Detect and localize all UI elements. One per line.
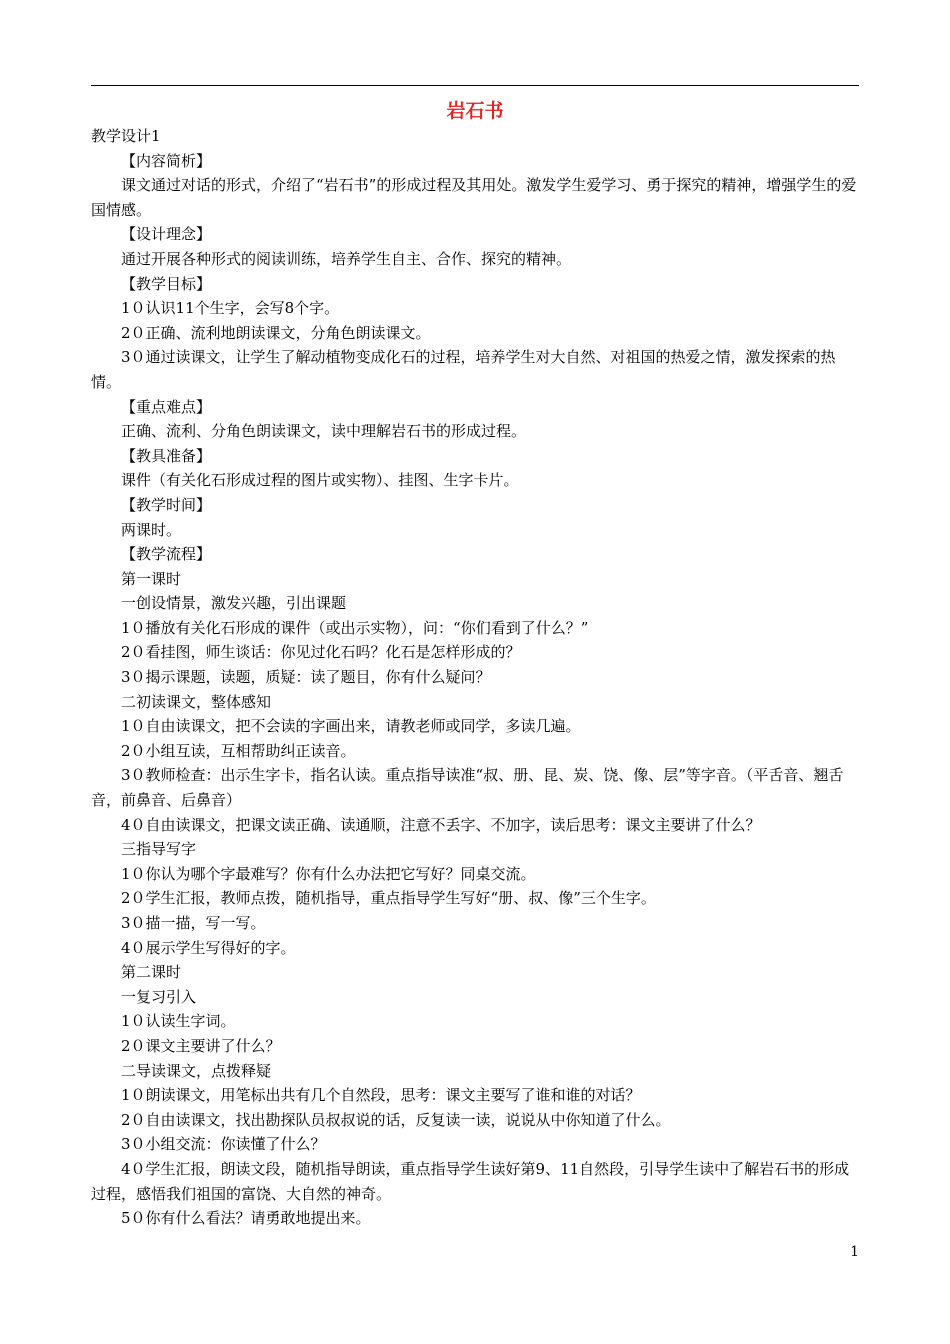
paragraph: 【设计理念】 xyxy=(121,225,212,244)
paragraph: 三指导写字 xyxy=(121,840,197,859)
paragraph: 【教学目标】 xyxy=(121,274,212,293)
paragraph: 1０朗读课文，用笔标出共有几个自然段，思考：课文主要写了谁和谁的对话？ xyxy=(121,1086,641,1105)
paragraph: 【教具准备】 xyxy=(121,446,212,465)
paragraph: 课文通过对话的形式，介绍了“岩石书”的形成过程及其用处。激发学生爱学习、勇于探究的精神，增强学生的爱国情感。 xyxy=(91,176,857,219)
paragraph: 4０自由读课文，把课文读正确、读通顺，注意不丢字、不加字，读后思考：课文主要讲了什么？ xyxy=(121,815,761,834)
paragraph: 第一课时 xyxy=(121,569,182,588)
paragraph: 1０播放有关化石形成的课件（或出示实物），问：“你们看到了什么？” xyxy=(121,618,589,637)
paragraph: 1０自由读课文，把不会读的字画出来，请教老师或同学，多读几遍。 xyxy=(121,717,581,736)
paragraph: 一复习引入 xyxy=(121,987,197,1006)
paragraph: 2０学生汇报，教师点拨，随机指导，重点指导学生写好“册、叔、像”三个生字。 xyxy=(121,889,656,908)
paragraph: 正确、流利、分角色朗读课文，读中理解岩石书的形成过程。 xyxy=(121,422,527,441)
paragraph: 【重点难点】 xyxy=(121,397,212,416)
paragraph: 2０看挂图，师生谈话：你见过化石吗？化石是怎样形成的？ xyxy=(121,643,521,662)
paragraph: 第二课时 xyxy=(121,963,182,982)
page-number: 1 xyxy=(850,1244,859,1260)
header-rule xyxy=(91,85,859,86)
paragraph: 2０正确、流利地朗读课文，分角色朗读课文。 xyxy=(121,323,431,342)
paragraph: 1０认读生字词。 xyxy=(121,1012,236,1031)
paragraph: 课件（有关化石形成过程的图片或实物）、挂图、生字卡片。 xyxy=(121,471,519,490)
paragraph: 2０课文主要讲了什么？ xyxy=(121,1036,281,1055)
paragraph: 一创设情景，激发兴趣，引出课题 xyxy=(121,594,347,613)
paragraph: 1０你认为哪个字最难写？你有什么办法把它写好？同桌交流。 xyxy=(121,864,536,883)
document-title: 岩石书 xyxy=(446,100,504,122)
paragraph: 3０通过读课文，让学生了解动植物变成化石的过程，培养学生对大自然、对祖国的热爱之情，激发探索的热情。 xyxy=(91,348,836,391)
paragraph: 3０描一描，写一写。 xyxy=(121,914,266,932)
paragraph: 3０揭示课题，读题，质疑：读了题目，你有什么疑问？ xyxy=(121,668,491,687)
paragraph: 【内容简析】 xyxy=(121,151,212,170)
paragraph: 3０教师检查：出示生字卡，指名认读。重点指导读准“叔、册、昆、炭、饶、像、层”等字音。（平舌音、翘舌音，前鼻音、后鼻音） xyxy=(91,766,844,810)
paragraph: 1０认识11个生字，会写8个字。 xyxy=(121,299,340,318)
paragraph: 3０小组交流：你读懂了什么？ xyxy=(121,1135,326,1154)
paragraph: 4０学生汇报，朗读文段，随机指导朗读，重点指导学生读好第9、11自然段，引导学生读中了解岩石书的形成过程，感悟我们祖国的富饶、大自然的神奇。 xyxy=(91,1159,850,1203)
paragraph: 二导读课文，点拨释疑 xyxy=(121,1061,272,1080)
paragraph: 两课时。 xyxy=(121,520,182,539)
paragraph: 2０小组互读，互相帮助纠正读音。 xyxy=(121,741,356,760)
paragraph: 4０展示学生写得好的字。 xyxy=(121,938,296,957)
paragraph: 通过开展各种形式的阅读训练，培养学生自主、合作、探究的精神。 xyxy=(121,249,572,268)
paragraph: 2０自由读课文，找出勘探队员叔叔说的话，反复读一读，说说从中你知道了什么。 xyxy=(121,1110,671,1129)
paragraph: 二初读课文，整体感知 xyxy=(121,692,272,711)
paragraph: 5０你有什么看法？请勇敢地提出来。 xyxy=(121,1209,371,1228)
document-body xyxy=(91,124,859,1231)
paragraph: 【教学时间】 xyxy=(121,495,212,514)
paragraph: 教学设计1 xyxy=(91,127,161,145)
paragraph: 【教学流程】 xyxy=(121,545,212,564)
